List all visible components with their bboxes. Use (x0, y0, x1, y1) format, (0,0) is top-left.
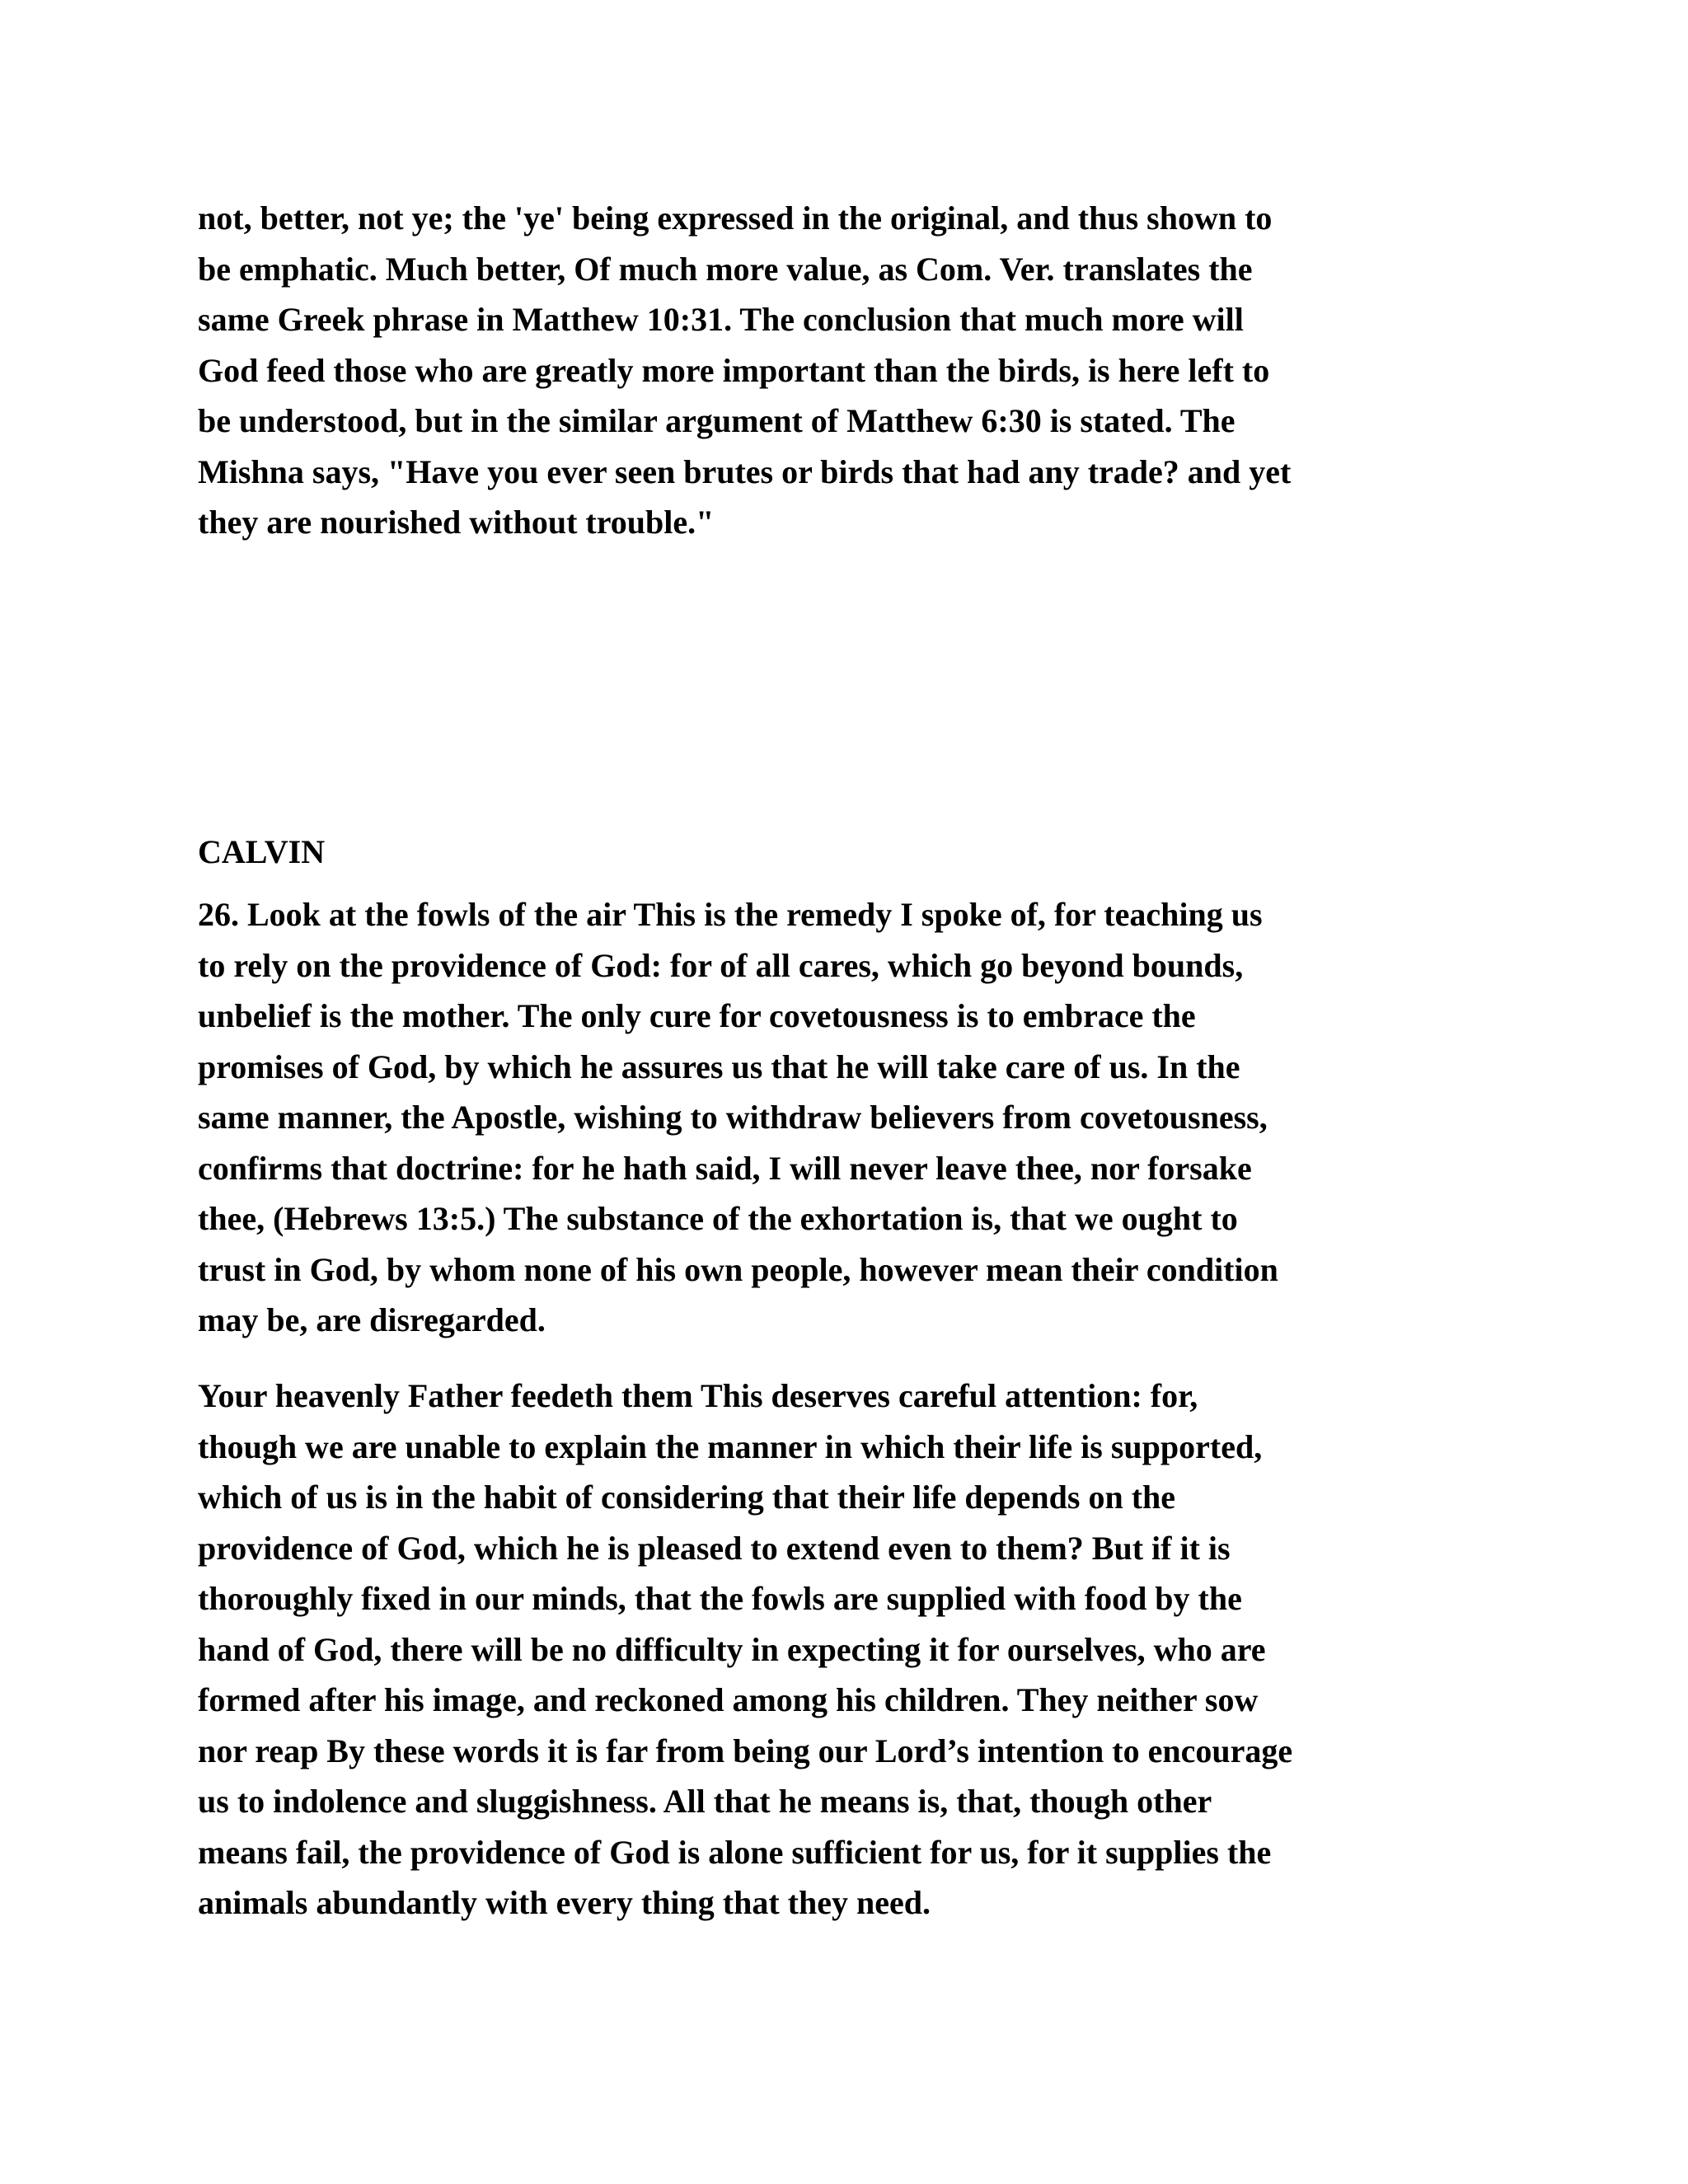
paragraph-intro: not, better, not ye; the 'ye' being expressed in the original, and thus shown to be emphatic. Much better, Of much more value, as Com. Ver. translates the same Greek phrase in Matthew 10:31. The conclusion that much more will God feed those who are greatly more important than the birds, is here left to be understood, but in the similar argument of Matthew 6:30 is stated. The Mishna says, "Have you ever seen brutes or birds that had any trade? and yet they are nourished without trouble." (198, 199, 1292, 541)
paragraph-heavenly-father: Your heavenly Father feedeth them This deserves careful attention: for, though we are unable to explain the manner in which their life is supported, which of us is in the habit of considering that their life depends on the providence of God, which he is pleased to extend even to them? But if it is thoroughly fixed in our minds, that the fowls are supplied with food by the hand of God, there will be no difficulty in expecting it for ourselves, who are formed after his image, and reckoned among his children. They neither sow nor reap By these words it is far from being our Lord’s intention to encourage us to indolence and sluggishness. All that he means is, that, though other means fail, the providence of God is alone sufficient for us, for it supplies the animals abundantly with every thing that they need. (198, 1377, 1293, 1921)
section-heading: CALVIN (198, 833, 326, 870)
paragraph-verse-26: 26. Look at the fowls of the air This is the remedy I spoke of, for teaching us to rely on the providence of God: for of all cares, which go beyond bounds, unbelief is the mother. The only cure for covetousness is to embrace the promises of God, by which he assures us that he will take care of us. In the same manner, the Apostle, wishing to withdraw believers from covetousness, confirms that doctrine: for he hath said, I will never leave thee, nor forsake thee, (Hebrews 13:5.) The substance of the exhortation is, that we ought to trust in God, by whom none of his own people, however mean their condition may be, are disregarded. (198, 896, 1278, 1338)
